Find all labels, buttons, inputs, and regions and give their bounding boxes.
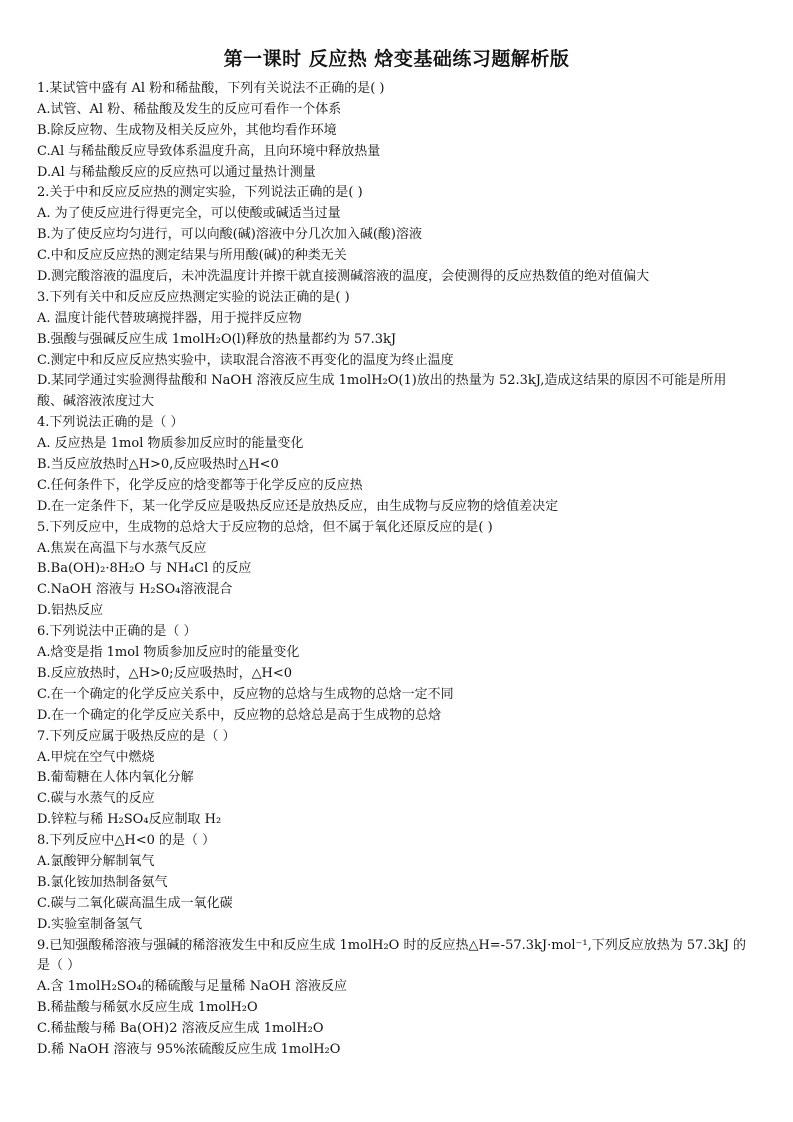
question-4-option-d: D.在一定条件下，某一化学反应是吸热反应还是放热反应，由生成物与反应物的焓值差决定 bbox=[37, 498, 559, 514]
question-1-option-c: C.Al 与稀盐酸反应导致体系温度升高，且向环境中释放热量 bbox=[37, 143, 381, 159]
question-9-stem-continued: 是（ ） bbox=[37, 958, 81, 974]
question-9-option-a: A.含 1molH₂SO₄的稀硫酸与足量稀 NaOH 溶液反应 bbox=[37, 979, 347, 995]
question-8-option-b: B.氯化铵加热制备氨气 bbox=[37, 874, 168, 890]
question-4-option-c: C.任何条件下，化学反应的焓变都等于化学反应的反应热 bbox=[37, 477, 363, 493]
question-3-option-c: C.测定中和反应反应热实验中，读取混合溶液不再变化的温度为终止温度 bbox=[37, 352, 454, 368]
question-8-option-a: A.氯酸钾分解制氧气 bbox=[37, 853, 155, 869]
question-4-option-b: B.当反应放热时△H>0,反应吸热时△H<0 bbox=[37, 457, 279, 473]
question-9-stem: 9.已知强酸稀溶液与强碱的稀溶液发生中和反应生成 1molH₂O 时的反应热△H=-57.3kJ·mol⁻¹,下列反应放热为 57.3kJ 的 bbox=[37, 937, 747, 953]
question-6-option-c: C.在一个确定的化学反应关系中，反应物的总焓与生成物的总焓一定不同 bbox=[37, 686, 454, 702]
question-1-option-a: A.试管、Al 粉、稀盐酸及发生的反应可看作一个体系 bbox=[37, 101, 342, 117]
question-7-option-a: A.甲烷在空气中燃烧 bbox=[37, 749, 155, 765]
question-3-option-a: A. 温度计能代替玻璃搅拌器，用于搅拌反应物 bbox=[37, 310, 302, 326]
question-3-option-d-continued: 酸、碱溶液浓度过大 bbox=[37, 394, 155, 410]
question-1-option-b: B.除反应物、生成物及相关反应外，其他均看作环境 bbox=[37, 122, 337, 138]
question-6-option-b: B.反应放热时，△H>0;反应吸热时，△H<0 bbox=[37, 665, 293, 681]
question-1-option-d: D.Al 与稀盐酸反应的反应热可以通过量热计测量 bbox=[37, 164, 316, 180]
question-7-option-d: D.锌粒与稀 H₂SO₄反应制取 H₂ bbox=[37, 812, 222, 828]
question-3-option-d: D.某同学通过实验测得盐酸和 NaOH 溶液反应生成 1molH₂O(1)放出的热量为 52.3kJ,造成这结果的原因不可能是所用 bbox=[37, 373, 727, 389]
question-5-option-b: B.Ba(OH)₂·8H₂O 与 NH₄Cl 的反应 bbox=[37, 561, 252, 577]
question-8-option-c: C.碳与二氧化碳高温生成一氧化碳 bbox=[37, 895, 233, 911]
question-8-option-d: D.实验室制备氢气 bbox=[37, 916, 143, 932]
question-6-stem: 6.下列说法中正确的是（ ） bbox=[37, 624, 197, 640]
question-5-option-a: A.焦炭在高温下与水蒸气反应 bbox=[37, 540, 207, 556]
question-3-option-b: B.强酸与强碱反应生成 1molH₂O(l)释放的热量都约为 57.3kJ bbox=[37, 331, 397, 347]
question-6-option-d: D.在一个确定的化学反应关系中，反应物的总焓总是高于生成物的总焓 bbox=[37, 707, 442, 723]
question-2-option-b: B.为了使反应均匀进行，可以向酸(碱)溶液中分几次加入碱(酸)溶液 bbox=[37, 227, 422, 243]
question-4-stem: 4.下列说法正确的是（ ） bbox=[37, 415, 184, 431]
question-2-option-c: C.中和反应反应热的测定结果与所用酸(碱)的种类无关 bbox=[37, 248, 347, 264]
question-9-option-c: C.稀盐酸与稀 Ba(OH)2 溶液反应生成 1molH₂O bbox=[37, 1021, 324, 1037]
question-5-option-c: C.NaOH 溶液与 H₂SO₄溶液混合 bbox=[37, 582, 233, 598]
question-2-option-d: D.测完酸溶液的温度后，未冲洗温度计并擦干就直接测碱溶液的温度，会使测得的反应热数值的绝对值偏大 bbox=[37, 269, 650, 285]
page-title: 第一课时 反应热 焓变基础练习题解析版 bbox=[223, 48, 570, 70]
question-7-option-c: C.碳与水蒸气的反应 bbox=[37, 791, 155, 807]
question-9-option-b: B.稀盐酸与稀氨水反应生成 1molH₂O bbox=[37, 1000, 258, 1016]
question-5-stem: 5.下列反应中，生成物的总焓大于反应物的总焓，但不属于氧化还原反应的是( ) bbox=[37, 519, 493, 535]
question-3-stem: 3.下列有关中和反应反应热测定实验的说法正确的是( ) bbox=[37, 289, 350, 305]
question-7-stem: 7.下列反应属于吸热反应的是（ ） bbox=[37, 728, 236, 744]
question-1-stem: 1.某试管中盛有 Al 粉和稀盐酸，下列有关说法不正确的是( ) bbox=[37, 81, 385, 96]
question-4-option-a: A. 反应热是 1mol 物质参加反应时的能量变化 bbox=[37, 436, 304, 452]
question-8-stem: 8.下列反应中△H<0 的是（ ） bbox=[37, 833, 216, 849]
question-5-option-d: D.铝热反应 bbox=[37, 603, 104, 619]
question-list bbox=[37, 79, 759, 1061]
question-7-option-b: B.葡萄糖在人体内氧化分解 bbox=[37, 770, 194, 786]
question-6-option-a: A.焓变是指 1mol 物质参加反应时的能量变化 bbox=[37, 645, 300, 661]
question-2-stem: 2.关于中和反应反应热的测定实验，下列说法正确的是( ) bbox=[37, 185, 363, 201]
question-2-option-a: A. 为了使反应进行得更完全，可以使酸或碱适当过量 bbox=[37, 206, 341, 222]
question-9-option-d: D.稀 NaOH 溶液与 95%浓硫酸反应生成 1molH₂O bbox=[37, 1041, 341, 1057]
